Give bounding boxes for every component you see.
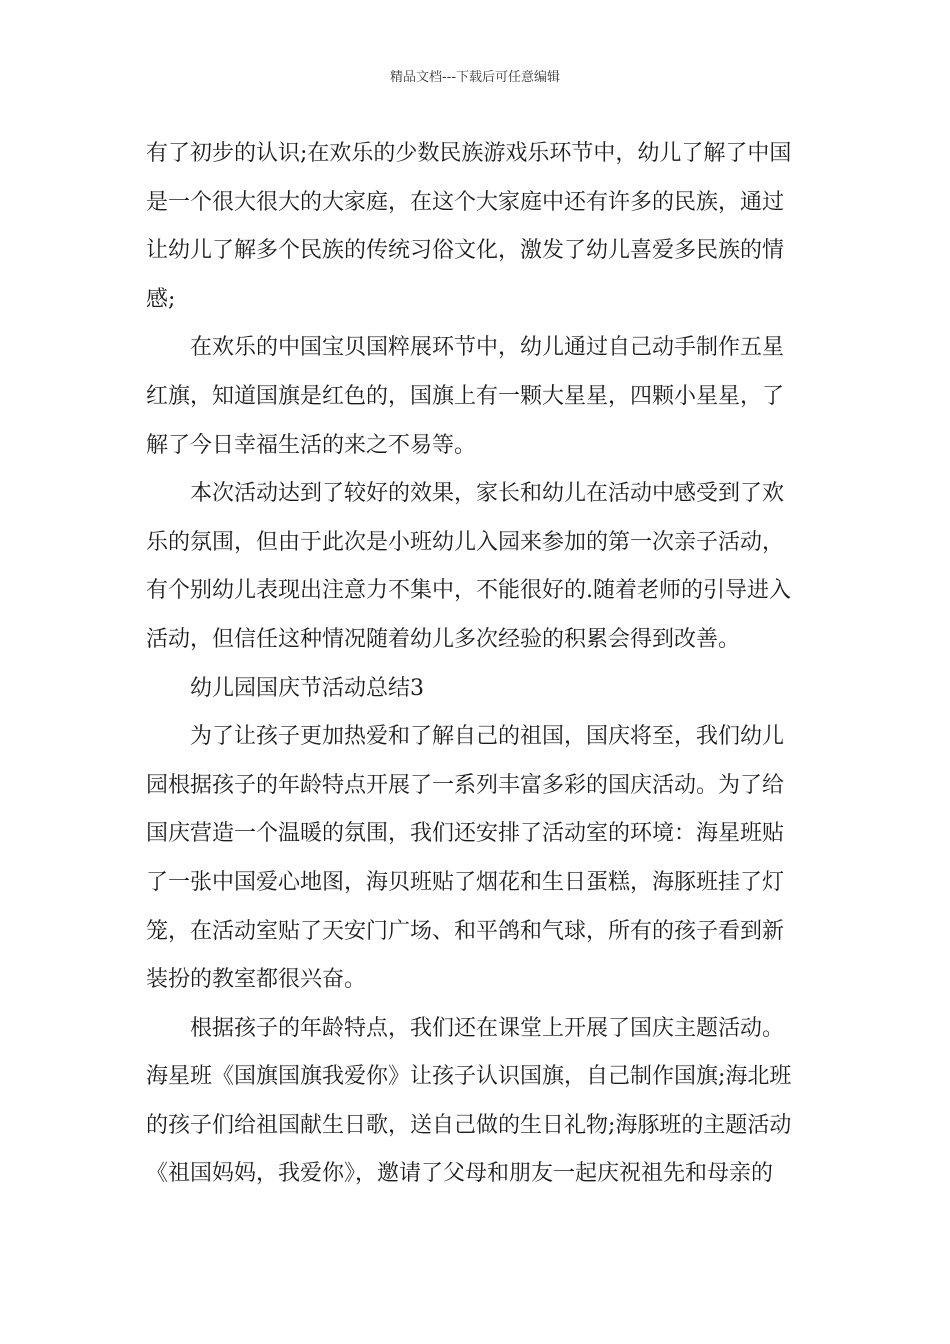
- text-line: 装扮的教室都很兴奋。: [146, 967, 367, 993]
- text-line: 本次活动达到了较好的效果，家长和幼儿在活动中感受到了欢: [190, 481, 785, 507]
- text-line: 《祖国妈妈，我爱你》，邀请了父母和朋友一起庆祝祖先和母亲的: [146, 1161, 774, 1187]
- text-line: 红旗，知道国旗是红色的，国旗上有一颗大星星，四颗小星星，了: [146, 383, 785, 409]
- document-body: [146, 130, 811, 1199]
- page-header: 精品文档---下载后可任意编辑: [389, 70, 561, 85]
- text-line: 感;: [146, 286, 176, 312]
- text-line: 海星班《国旗国旗我爱你》让孩子认识国旗，自己制作国旗;海北班: [146, 1064, 792, 1090]
- text-line: 有个别幼儿表现出注意力不集中，不能很好的.随着老师的引导进入: [146, 578, 791, 604]
- text-line: 有了初步的认识;在欢乐的少数民族游戏乐环节中，幼儿了解了中国: [146, 141, 792, 166]
- text-line: 根据孩子的年龄特点，我们还在课堂上开展了国庆主题活动。: [190, 1015, 785, 1041]
- text-line: 园根据孩子的年龄特点开展了一系列丰富多彩的国庆活动。为了给: [146, 772, 785, 798]
- text-line: 国庆营造一个温暖的氛围，我们还安排了活动室的环境：海星班贴: [146, 821, 785, 847]
- text-line: 为了让孩子更加热爱和了解自己的祖国，国庆将至，我们幼儿: [190, 724, 785, 750]
- text-line: 乐的氛围，但由于此次是小班幼儿入园来参加的第一次亲子活动，: [146, 529, 785, 555]
- text-line: 幼儿园国庆节活动总结3: [190, 675, 424, 701]
- text-line: 是一个很大很大的大家庭，在这个大家庭中还有许多的民族，通过: [146, 189, 785, 215]
- text-line: 让幼儿了解多个民族的传统习俗文化，激发了幼儿喜爱多民族的情: [146, 238, 785, 264]
- text-line: 在欢乐的中国宝贝国粹展环节中，幼儿通过自己动手制作五星: [190, 335, 785, 361]
- text-line: 笼，在活动室贴了天安门广场、和平鸽和气球，所有的孩子看到新: [146, 918, 785, 944]
- text-line: 的孩子们给祖国献生日歌，送自己做的生日礼物;海豚班的主题活动: [146, 1112, 792, 1138]
- text-line: 活动，但信任这种情况随着幼儿多次经验的积累会得到改善。: [146, 626, 741, 652]
- text-line: 了一张中国爱心地图，海贝班贴了烟花和生日蛋糕，海豚班挂了灯: [146, 869, 785, 895]
- text-line: 解了今日幸福生活的来之不易等。: [146, 432, 477, 458]
